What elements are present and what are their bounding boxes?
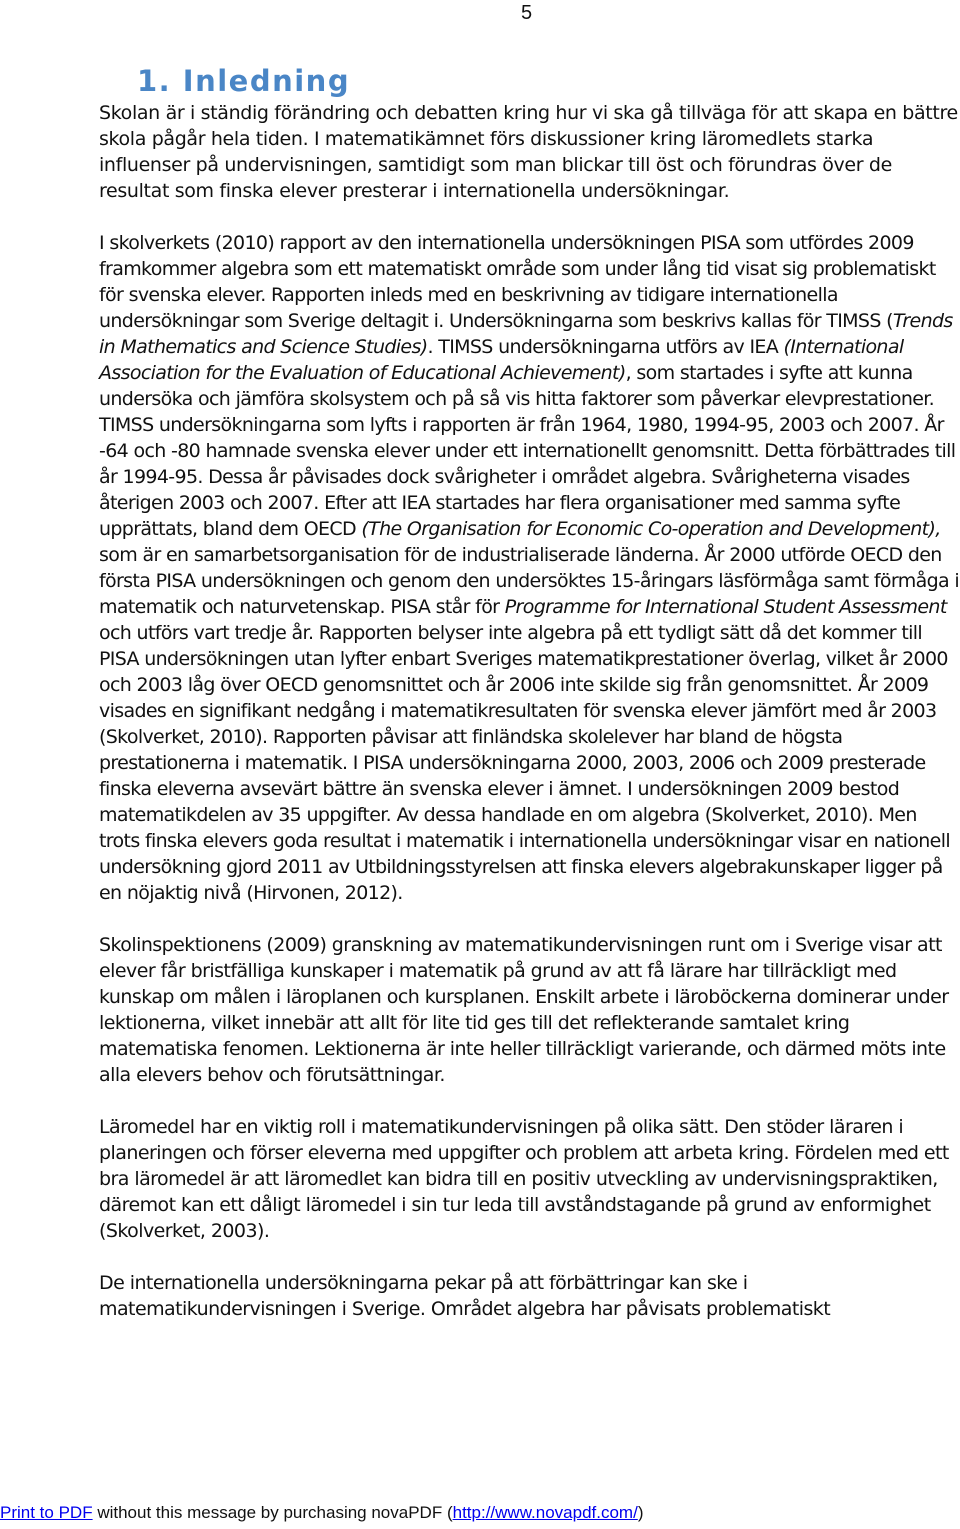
print-to-pdf-link[interactable]: Print to PDF: [0, 1503, 93, 1522]
text-run: Läromedel har en viktig roll i matematikundervisningen på olika sätt. Den stöder läraren i planeringen och förser eleverna med uppgifter och problem att arbeta kring. Fördelen med ett bra läromedel är att läromedlet kan bidra till en positiv utveckling av undervisningspraktiken, däremot kan ett dåligt läromedel i sin tur leda till avståndstagande på grund av enformighet (Skolverket, 2003).: [99, 1116, 949, 1242]
body-text: [99, 100, 959, 1322]
paragraph: [99, 932, 959, 1088]
text-run: Skolinspektionens (2009) granskning av matematikundervisningen runt om i Sverige visar att elever får bristfälliga kunskaper i matematik på grund av att få lärare har tillräckligt med kunskap om målen i läroplanen och kursplanen. Enskilt arbete i läroböckerna dominerar under lektionerna, vilket innebär att allt för lite tid ges till det reflekterande samtalet kring matematiska fenomen. Lektionerna är inte heller tillräckligt varierande, och därmed möts inte alla elevers behov och förutsättningar.: [99, 934, 949, 1086]
italic-text: (The Organisation for Economic Co-operation and Development),: [361, 518, 941, 540]
italic-text: Trends in Mathematics and Science Studies): [99, 310, 953, 358]
text-run: som är en samarbetsorganisation för de industrialiserade länderna. År 2000 utförde OECD den första PISA undersökningen och genom den undersöktes 15-åringars läsförmåga samt förmåga i matematik och naturvetenskap. PISA står för: [99, 544, 960, 618]
text-run: Skolan är i ständig förändring och debatten kring hur vi ska gå tillväga för att skapa en bättre skola pågår hela tiden. I matematikämnet förs diskussioner kring läromedlets starka influenser på undervisningen, samtidigt som man blickar till öst och förundras över de resultat som finska elever presterar i internationella undersökningar.: [99, 102, 958, 202]
novapdf-url-link[interactable]: http://www.novapdf.com/: [452, 1503, 638, 1522]
italic-text: (International Association for the Evaluation of Educational Achievement): [99, 336, 904, 384]
paragraph: [99, 1114, 959, 1244]
footer-text: without this message by purchasing novaPDF (: [92, 1503, 453, 1522]
print-footer: [0, 1503, 643, 1523]
italic-text: Programme for International Student Assessment: [504, 596, 947, 618]
footer-end-text: ): [637, 1503, 644, 1522]
paragraph: [99, 230, 959, 906]
paragraph: [99, 100, 959, 204]
page-number: 5: [521, 2, 533, 24]
text-run: och utförs vart tredje år. Rapporten belyser inte algebra på ett tydligt sätt då det kommer till PISA undersökningen utan lyfter enbart Sveriges matematikprestationer överlag, vilket år 2000 och 2003 låg över OECD genomsnittet och år 2006 inte skilde sig från genomsnittet. År 2009 visades en signifikant nedgång i matematikresultaten för svenska elever jämfört med år 2003 (Skolverket, 2010). Rapporten påvisar att finländska skolelever har bland de högsta prestationerna i matematik. I PISA undersökningarna 2000, 2003, 2006 och 2009 presterade finska eleverna avsevärt bättre än svenska elever i ämnet. I undersökningen 2009 bestod matematikdelen av 35 uppgifter. Av dessa handlade en om algebra (Skolverket, 2010). Men trots finska elevers goda resultat i matematik i internationella undersökningar visar en nationell undersökning gjord 2011 av Utbildningsstyrelsen att finska elevers algebrakunskaper ligger på en nöjaktig nivå (Hirvonen, 2012).: [99, 622, 950, 904]
section-heading: 1. Inledning: [137, 64, 351, 98]
text-run: I skolverkets (2010) rapport av den internationella undersökningen PISA som utfördes 2009 framkommer algebra som ett matematiskt område som under lång tid visat sig problematiskt för svenska elever. Rapporten inleds med en beskrivning av tidigare internationella undersökningar som Sverige deltagit i. Undersökningarna som beskrivs kallas för TIMSS (: [99, 232, 936, 332]
text-run: , som startades i syfte att kunna undersöka och jämföra skolsystem och på så vis hitta faktorer som påverkar elevprestationer. TIMSS undersökningarna som lyfts i rapporten är från 1964, 1980, 1994-95, 2003 och 2007. År -64 och -80 hamnade svenska elever under ett internationellt genomsnitt. Detta förbättrades till år 1994-95. Dessa år påvisades dock svårigheter i området algebra. Svårigheterna visades återigen 2003 och 2007. Efter att IEA startades har flera organisationer med samma syfte upprättats, bland dem OECD: [99, 362, 956, 540]
paragraph: [99, 1270, 959, 1322]
text-run: De internationella undersökningarna pekar på att förbättringar kan ske i matematikundervisningen i Sverige. Området algebra har påvisats problematiskt: [99, 1272, 831, 1320]
text-run: . TIMSS undersökningarna utförs av IEA: [427, 336, 784, 358]
